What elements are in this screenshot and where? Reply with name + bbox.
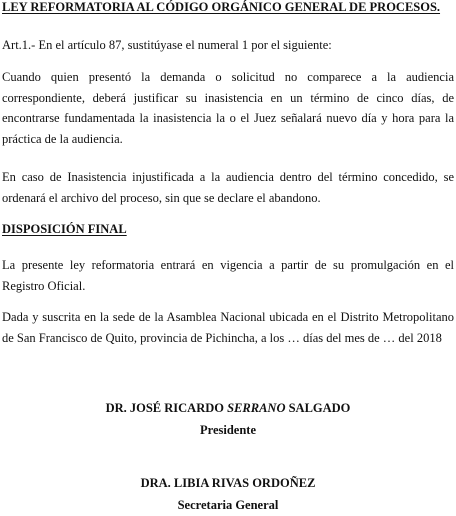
document-title: LEY REFORMATORIA AL CÓDIGO ORGÁNICO GENERAL DE PROCESOS. <box>2 0 441 14</box>
paragraph-1-line-2: correspondiente, deberá justificar su inasistencia en un término de cinco días, de <box>2 90 454 105</box>
paragraph-2-line-1: En caso de Inasistencia injustificada a la audiencia dentro del término concedido, se <box>2 170 454 184</box>
paragraph-3 <box>2 255 454 296</box>
paragraph-3-line-2: Registro Oficial. <box>2 278 86 293</box>
paragraph-1-line-3: encontrarse fundamentada la inasistencia la o el Juez señalará nuevo día y hora para la <box>2 111 454 125</box>
final-disposition-heading: DISPOSICIÓN FINAL <box>2 222 127 236</box>
signature-1-name-suffix: SALGADO <box>285 401 351 415</box>
paragraph-4-line-1: Dada y suscrita en la sede de la Asamblea Nacional ubicada en el Distrito Metropolitano <box>2 310 454 324</box>
paragraph-4 <box>2 307 454 348</box>
paragraph-2-line-2: ordenará el archivo del proceso, sin que se declare el abandono. <box>2 190 321 205</box>
signature-1-name-italic: SERRANO <box>227 401 286 415</box>
signature-1-name <box>0 398 456 419</box>
paragraph-1 <box>2 67 454 149</box>
signature-1-name-prefix: DR. JOSÉ RICARDO <box>105 401 228 415</box>
signature-2-role: Secretaria General <box>177 498 279 512</box>
signature-2-name: DRA. LIBIA RIVAS ORDOÑEZ <box>140 476 316 490</box>
paragraph-1-line-4: práctica de la audiencia. <box>2 131 123 146</box>
paragraph-3-line-1: La presente ley reformatoria entrará en vigencia a partir de su promulgación en el <box>2 258 454 272</box>
article-intro: Art.1.- En el artículo 87, sustitúyase el numeral 1 por el siguiente: <box>2 38 332 52</box>
paragraph-2 <box>2 167 454 208</box>
signature-1-role: Presidente <box>199 423 256 437</box>
paragraph-1-line-1: Cuando quien presentó la demanda o solicitud no comparece a la audiencia <box>2 70 454 84</box>
paragraph-4-line-2: de San Francisco de Quito, provincia de Pichincha, a los … días del mes de … del 2018 <box>2 330 442 345</box>
